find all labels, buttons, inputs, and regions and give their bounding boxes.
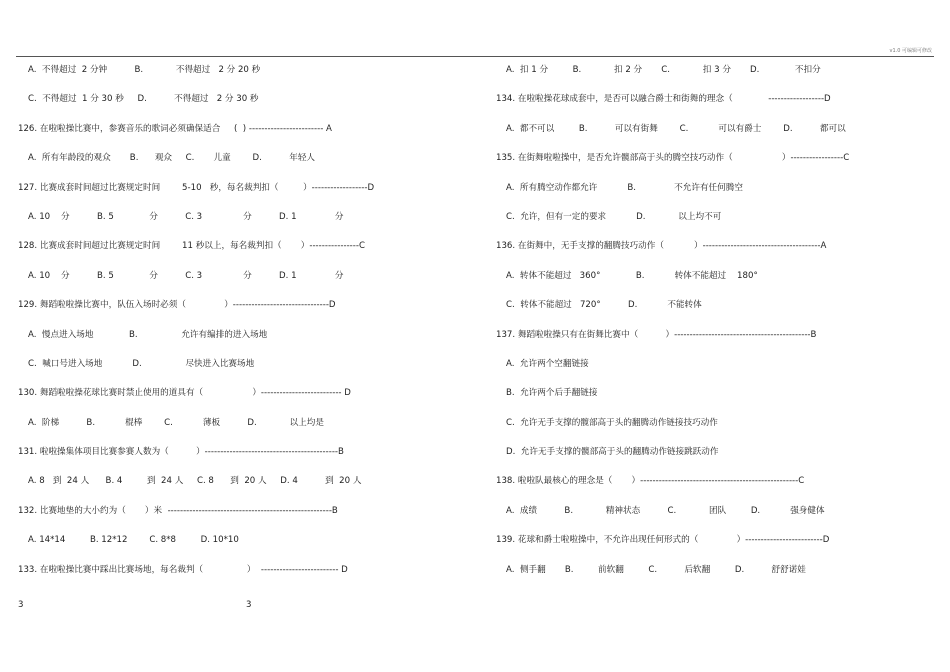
question-line: 134. 在啦啦操花球成套中，是否可以融合爵士和街舞的理念（ ------------------D (496, 94, 831, 105)
option-line: C. 允许无手支撑的髋部高于头的翻腾动作链接技巧动作 (506, 417, 718, 428)
right-column (496, 62, 936, 591)
option-line: A. 阶梯 B. 棍棒 C. 薄板 D. 以上均是 (28, 417, 324, 428)
option-line: A. 侧手翻 B. 前软翻 C. 后软翻 D. 舒舒诺娃 (506, 564, 806, 575)
question-line: 139. 花球和爵士啦啦操中，不允许出现任何形式的（ ）-------------------------D (496, 535, 830, 546)
option-line: A. 14*14 B. 12*12 C. 8*8 D. 10*10 (28, 535, 239, 546)
question-line: 133. 在啦啦操比赛中踩出比赛场地，每名裁判（ ） ------------------------- D (18, 564, 348, 575)
question-line: 128. 比赛成套时间超过比赛规定时间 11 秒以上，每名裁判扣（ ）----------------C (18, 241, 365, 252)
option-line: A. 扣 1 分 B. 扣 2 分 C. 扣 3 分 D. 不扣分 (506, 65, 821, 75)
option-line: A. 成绩 B. 精神状态 C. 团队 D. 强身健体 (506, 505, 825, 516)
header-rule (16, 56, 934, 57)
option-line: B. 允许两个后手翻链接 (506, 388, 598, 399)
question-line: 138. 啦啦队最核心的理念是（ ）---------------------------------------------------C (496, 476, 805, 487)
option-line: C. 转体不能超过 720° D. 不能转体 (506, 300, 702, 311)
option-line: A. 10 分 B. 5 分 C. 3 分 D. 1 分 (28, 211, 344, 222)
question-line: 126. 在啦啦操比赛中，参赛音乐的歌词必须确保适合 ( ) ------------------------ A (18, 123, 332, 134)
question-line: 135. 在街舞啦啦操中，是否允许髋部高于头的腾空技巧动作（ ）-----------------C (496, 153, 850, 164)
option-line: D. 允许无手支撑的髋部高于头的翻腾动作链接跳跃动作 (506, 447, 719, 458)
header-text: v1.0 可编辑可修改 (889, 48, 932, 54)
question-line: 137. 舞蹈啦啦操只有在街舞比赛中（ ）--------------------------------------------B (496, 329, 817, 340)
option-line: A. 所有腾空动作都允许 B. 不允许有任何腾空 (506, 182, 743, 193)
question-line: 130. 舞蹈啦啦操花球比赛时禁止使用的道具有（ ）-------------------------- D (18, 388, 351, 399)
question-line: 129. 舞蹈啦啦操比赛中，队伍入场时必须（ ）-------------------------------D (18, 300, 336, 311)
question-line: 127. 比赛成套时间超过比赛规定时间 5-10 秒，每名裁判扣（ ）------------------D (18, 182, 375, 193)
left-column (18, 62, 458, 591)
question-line: 136. 在街舞中，无手支撑的翻腾技巧动作（ ）--------------------------------------A (496, 241, 827, 252)
page-number-center: 3 (246, 600, 252, 610)
question-line: 132. 比赛地垫的大小约为（ ）米 -----------------------------------------------------B (18, 505, 338, 516)
option-line: A. 都不可以 B. 可以有街舞 C. 可以有爵士 D. 都可以 (506, 123, 846, 134)
option-line: A. 8 到 24 人 B. 4 到 24 人 C. 8 到 20 人 D. 4 到 20 人 (28, 476, 362, 487)
option-line: C. 允许，但有一定的要求 D. 以上均不可 (506, 211, 722, 222)
question-line: 131. 啦啦操集体项目比赛参赛人数为（ ）-------------------------------------------B (18, 447, 344, 458)
option-line: A. 10 分 B. 5 分 C. 3 分 D. 1 分 (28, 270, 344, 281)
option-line: A. 所有年龄段的观众 B. 观众 C. 儿童 D. 年轻人 (28, 153, 316, 164)
page-number-left: 3 (18, 600, 24, 610)
option-line: A. 不得超过 2 分钟 B. 不得超过 2 分 20 秒 (28, 65, 261, 75)
option-line: C. 喊口号进入场地 D. 尽快进入比赛场地 (28, 358, 255, 369)
option-line: A. 慢点进入场地 B. 允许有编排的进入场地 (28, 329, 268, 340)
option-line: A. 转体不能超过 360° B. 转体不能超过 180° (506, 270, 758, 281)
option-line: A. 允许两个空翻链接 (506, 358, 589, 369)
option-line: C. 不得超过 1 分 30 秒 D. 不得超过 2 分 30 秒 (28, 94, 259, 105)
